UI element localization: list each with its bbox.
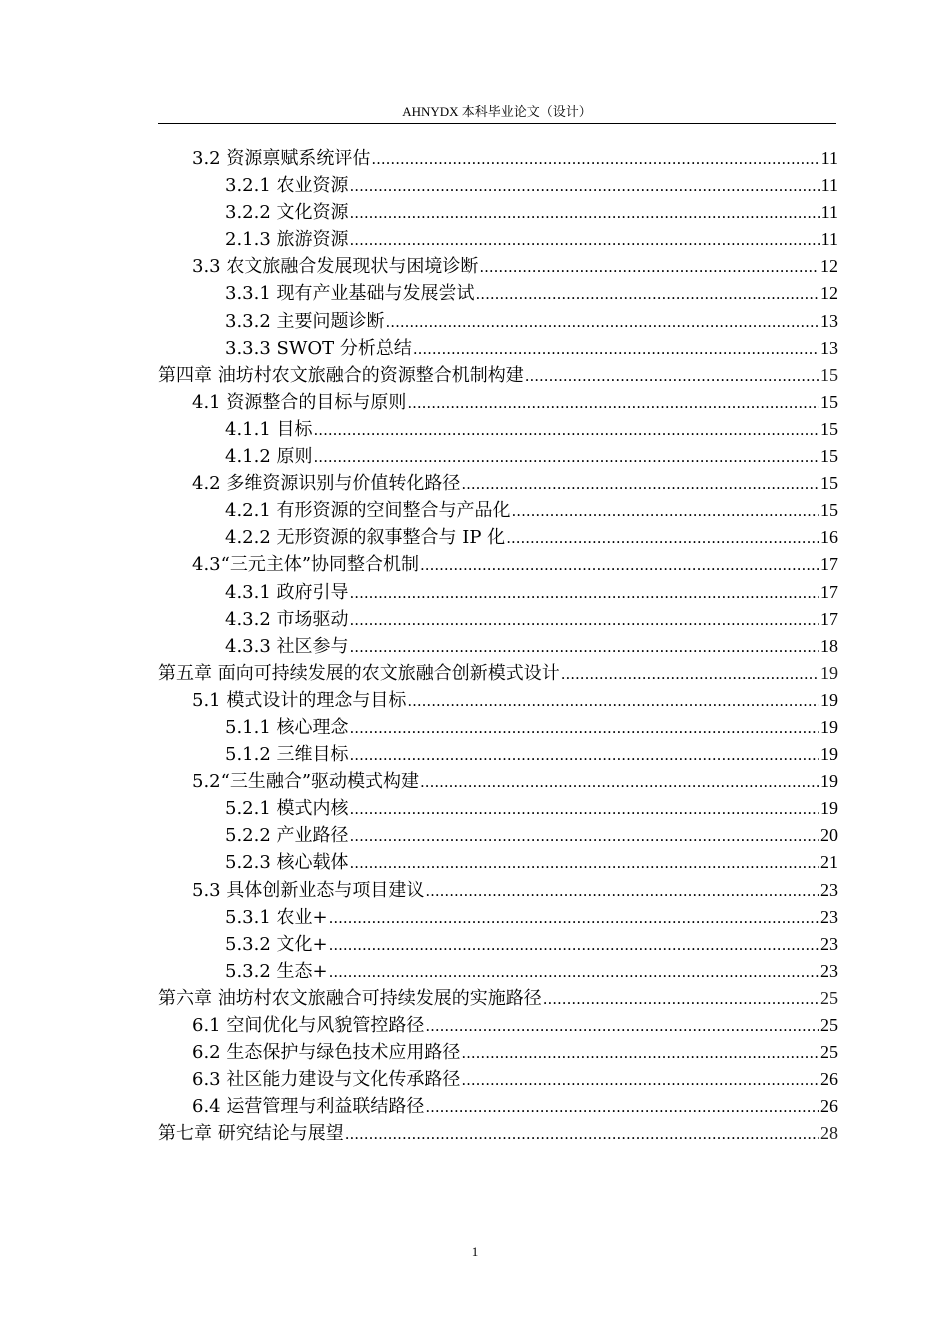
toc-entry[interactable] [158, 1039, 838, 1066]
toc-entry-page: 23 [820, 906, 838, 927]
toc-entry-page: 11 [820, 202, 838, 223]
toc-entry-page: 15 [820, 391, 838, 412]
toc-dot-leader [350, 173, 820, 200]
toc-dot-leader [386, 309, 819, 336]
toc-entry-title: 3.3.3 SWOT 分析总结 [225, 337, 412, 359]
toc-entry[interactable] [158, 660, 838, 687]
toc-dot-leader [350, 850, 819, 877]
toc-dot-leader [350, 580, 819, 607]
toc-entry-page: 26 [820, 1069, 838, 1090]
toc-entry[interactable] [158, 416, 838, 443]
toc-entry-title: 3.3.1 现有产业基础与发展尝试 [225, 283, 475, 305]
toc-entry[interactable] [158, 633, 838, 660]
toc-entry[interactable] [158, 226, 838, 253]
toc-entry-title: 第四章 油坊村农文旅融合的资源整合机制构建 [158, 364, 524, 386]
toc-dot-leader [329, 959, 819, 986]
toc-entry-title: 6.4 运营管理与利益联结路径 [192, 1096, 425, 1118]
page-number: 1 [471, 1244, 479, 1259]
toc-entry[interactable] [158, 958, 838, 985]
toc-entry-page: 19 [820, 689, 838, 710]
toc-entry-title: 5.3.2 生态+ [225, 960, 328, 982]
toc-entry-title: 5.1.1 核心理念 [225, 716, 349, 738]
toc-entry[interactable] [158, 1093, 838, 1120]
toc-entry-title: 6.1 空间优化与风貌管控路径 [192, 1015, 425, 1036]
toc-dot-leader [350, 715, 819, 742]
toc-entry-page: 23 [820, 879, 838, 900]
toc-entry[interactable] [158, 931, 838, 958]
toc-entry[interactable] [158, 904, 838, 931]
toc-dot-leader [345, 1121, 819, 1148]
toc-entry[interactable] [158, 497, 838, 524]
toc-entry-page: 19 [820, 798, 838, 819]
toc-entry[interactable] [158, 985, 838, 1012]
toc-entry-title: 4.1.2 原则 [225, 446, 313, 468]
toc-dot-leader [461, 471, 819, 498]
toc-entry-title: 第六章 油坊村农文旅融合可持续发展的实施路径 [158, 987, 542, 1009]
toc-entry[interactable] [158, 822, 838, 849]
toc-entry-title: 5.2“三生融合”驱动模式构建 [192, 771, 420, 793]
header-rule [158, 123, 836, 124]
toc-entry-page: 19 [820, 771, 838, 792]
toc-entry-title: 5.2.2 产业路径 [225, 825, 349, 847]
toc-entry-title: 4.3“三元主体”协同整合机制 [192, 554, 420, 576]
page-header: AHNYDX 本科毕业论文（设计） [402, 104, 592, 119]
toc-entry[interactable] [158, 551, 838, 578]
toc-dot-leader [461, 1040, 819, 1067]
table-of-contents [158, 145, 838, 1147]
toc-dot-leader [350, 823, 819, 850]
toc-dot-leader [512, 498, 819, 525]
toc-entry-page: 13 [820, 337, 838, 358]
toc-entry-title: 5.3.2 文化+ [225, 933, 328, 955]
toc-entry-title: 6.3 社区能力建设与文化传承路径 [192, 1069, 461, 1091]
toc-dot-leader [420, 552, 819, 579]
toc-dot-leader [420, 769, 819, 796]
toc-entry-title: 3.2.2 文化资源 [225, 202, 349, 224]
toc-entry[interactable] [158, 849, 838, 876]
toc-dot-leader [425, 878, 819, 905]
toc-dot-leader [561, 661, 819, 688]
toc-dot-leader [476, 281, 819, 308]
toc-dot-leader [350, 227, 820, 254]
toc-entry-title: 4.2.2 无形资源的叙事整合与 IP 化 [225, 527, 506, 549]
toc-entry-page: 25 [820, 987, 838, 1008]
toc-dot-leader [506, 525, 819, 552]
toc-dot-leader [425, 1013, 819, 1040]
toc-entry[interactable] [158, 470, 838, 497]
toc-dot-leader [371, 146, 819, 173]
toc-entry-page: 17 [820, 581, 838, 602]
toc-entry-page: 19 [820, 662, 838, 683]
toc-entry[interactable] [158, 362, 838, 389]
toc-dot-leader [350, 607, 819, 634]
toc-entry[interactable] [158, 145, 838, 172]
toc-entry[interactable] [158, 687, 838, 714]
toc-entry[interactable] [158, 280, 838, 307]
toc-entry[interactable] [158, 199, 838, 226]
toc-entry-title: 4.1.1 目标 [225, 418, 313, 440]
toc-entry-title: 4.2.1 有形资源的空间整合与产品化 [225, 500, 511, 522]
toc-entry[interactable] [158, 253, 838, 280]
toc-entry[interactable] [158, 741, 838, 768]
toc-entry-page: 17 [820, 608, 838, 629]
toc-entry[interactable] [158, 524, 838, 551]
toc-entry[interactable] [158, 606, 838, 633]
toc-entry-page: 25 [820, 1042, 838, 1063]
toc-entry-title: 4.3.2 市场驱动 [225, 608, 349, 630]
toc-dot-leader [425, 1094, 819, 1121]
toc-dot-leader [350, 200, 820, 227]
toc-entry-title: 5.1 模式设计的理念与目标 [192, 689, 407, 711]
toc-entry[interactable] [158, 795, 838, 822]
toc-entry-title: 5.1.2 三维目标 [225, 744, 349, 766]
toc-entry-page: 13 [820, 310, 838, 331]
toc-entry-page: 15 [820, 418, 838, 439]
toc-dot-leader [525, 363, 819, 390]
toc-entry[interactable] [158, 1012, 838, 1039]
toc-dot-leader [479, 254, 819, 281]
toc-entry-page: 12 [820, 283, 838, 304]
toc-entry[interactable] [158, 172, 838, 199]
toc-entry-title: 6.2 生态保护与绿色技术应用路径 [192, 1042, 461, 1064]
toc-entry-page: 11 [820, 148, 838, 168]
toc-entry[interactable] [158, 768, 838, 795]
toc-entry-title: 5.3.1 农业+ [225, 906, 328, 928]
toc-entry-page: 21 [820, 852, 838, 873]
toc-entry[interactable] [158, 1066, 838, 1093]
toc-entry[interactable] [158, 389, 838, 416]
toc-entry-title: 4.3.1 政府引导 [225, 581, 349, 603]
toc-entry-page: 25 [820, 1015, 838, 1035]
toc-entry-page: 15 [820, 364, 838, 385]
toc-entry-page: 11 [820, 175, 838, 196]
toc-entry-title: 第七章 研究结论与展望 [158, 1123, 344, 1145]
toc-dot-leader [314, 417, 819, 444]
toc-entry[interactable] [158, 877, 838, 904]
toc-dot-leader [350, 796, 819, 823]
toc-entry-title: 3.3 农文旅融合发展现状与困境诊断 [192, 256, 479, 278]
toc-entry-page: 12 [820, 256, 838, 277]
toc-entry-title: 4.3.3 社区参与 [225, 635, 349, 657]
toc-entry-title: 4.2 多维资源识别与价值转化路径 [192, 473, 461, 495]
toc-dot-leader [350, 742, 819, 769]
toc-dot-leader [413, 336, 819, 363]
toc-entry-page: 16 [820, 527, 838, 548]
toc-dot-leader [329, 932, 819, 959]
toc-entry-page: 18 [820, 635, 838, 656]
toc-entry-title: 3.2.1 农业资源 [225, 175, 349, 197]
toc-entry-page: 11 [820, 229, 838, 250]
toc-entry-title: 第五章 面向可持续发展的农文旅融合创新模式设计 [158, 662, 560, 684]
toc-entry-page: 23 [820, 960, 838, 981]
toc-entry-title: 4.1 资源整合的目标与原则 [192, 391, 407, 413]
toc-entry-page: 23 [820, 933, 838, 954]
toc-dot-leader [350, 634, 819, 661]
toc-entry-page: 19 [820, 744, 838, 765]
toc-dot-leader [407, 390, 819, 417]
toc-entry-page: 26 [820, 1096, 838, 1117]
toc-entry-page: 15 [820, 500, 838, 521]
toc-entry-page: 17 [820, 554, 838, 575]
toc-dot-leader [461, 1067, 819, 1094]
toc-entry[interactable] [158, 579, 838, 606]
toc-dot-leader [329, 905, 819, 932]
toc-entry-page: 15 [820, 473, 838, 494]
toc-entry-title: 3.3.2 主要问题诊断 [225, 310, 385, 332]
toc-entry-title: 5.2.1 模式内核 [225, 798, 349, 820]
toc-dot-leader [543, 986, 819, 1013]
toc-entry-title: 2.1.3 旅游资源 [225, 229, 349, 251]
toc-entry[interactable] [158, 308, 838, 335]
toc-entry-page: 19 [820, 716, 838, 737]
toc-entry-page: 20 [820, 825, 838, 846]
toc-entry-page: 28 [820, 1123, 838, 1144]
toc-entry[interactable] [158, 443, 838, 470]
toc-dot-leader [314, 444, 819, 471]
toc-dot-leader [407, 688, 819, 715]
toc-entry[interactable] [158, 1120, 838, 1147]
toc-entry-title: 5.2.3 核心载体 [225, 852, 349, 874]
toc-entry-title: 5.3 具体创新业态与项目建议 [192, 879, 425, 901]
toc-entry-page: 15 [820, 446, 838, 467]
toc-entry-title: 3.2 资源禀赋系统评估 [192, 148, 371, 169]
toc-entry[interactable] [158, 714, 838, 741]
toc-entry[interactable] [158, 335, 838, 362]
